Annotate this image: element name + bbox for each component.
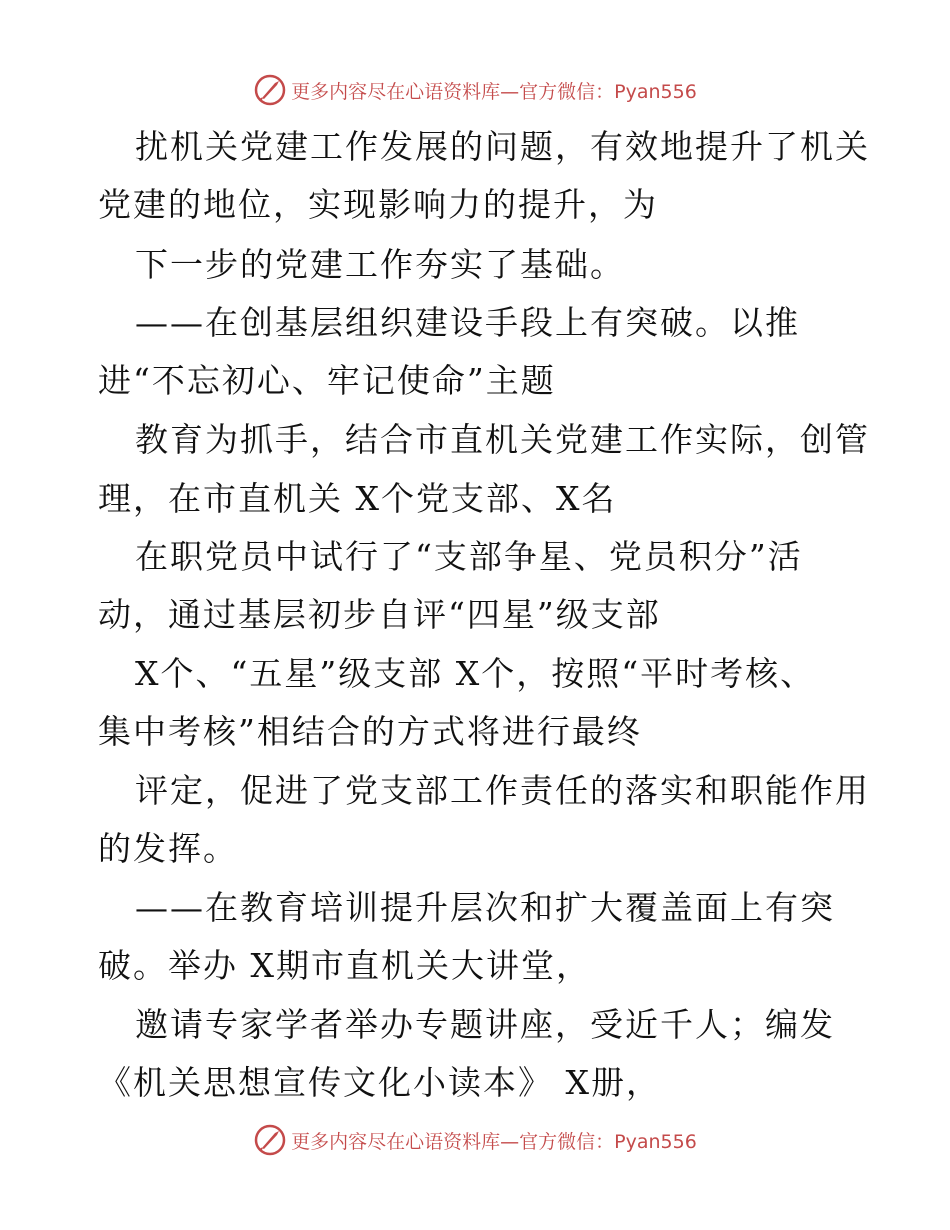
paragraph-line: 动，通过基层初步自评“四星”级支部 (98, 595, 661, 634)
paragraph-line: 集中考核”相结合的方式将进行最终 (98, 712, 642, 751)
paragraph-line: 下一步的党建工作夯实了基础。 (135, 245, 625, 284)
paragraph-line: ——在创基层组织建设手段上有突破。以推 (135, 303, 800, 342)
paragraph-line: 扰机关党建工作发展的问题，有效地提升了机关 (135, 127, 870, 166)
quill-pen-icon (253, 1123, 287, 1157)
paragraph-line: 进“不忘初心、牢记使命”主题 (98, 361, 556, 400)
paragraph-line: 《机关思想宣传文化小读本》 X册， (98, 1063, 661, 1102)
paragraph-line: 的发挥。 (98, 829, 238, 868)
footer-watermark-banner (0, 1120, 950, 1160)
paragraph-line: 邀请专家学者举办专题讲座，受近千人；编发 (135, 1005, 835, 1044)
paragraph-line: 破。举办 X期市直机关大讲堂， (98, 946, 591, 985)
paragraph-line: 教育为抓手，结合市直机关党建工作实际，创管 (135, 420, 870, 459)
paragraph-line: 党建的地位，实现影响力的提升，为 (98, 185, 658, 224)
paragraph-line: 评定，促进了党支部工作责任的落实和职能作用 (135, 771, 870, 810)
watermark-text: 更多内容尽在心语资料库—官方微信：Pyan556 (291, 80, 697, 103)
paragraph-line: ——在教育培训提升层次和扩大覆盖面上有突 (135, 888, 835, 927)
paragraph-line: 理，在市直机关 X个党支部、X名 (98, 479, 617, 518)
watermark-text: 更多内容尽在心语资料库—官方微信：Pyan556 (291, 1130, 697, 1153)
paragraph-line: 在职党员中试行了“支部争星、党员积分”活 (135, 537, 803, 576)
paragraph-line: X个、“五星”级支部 X个，按照“平时考核、 (135, 654, 816, 693)
